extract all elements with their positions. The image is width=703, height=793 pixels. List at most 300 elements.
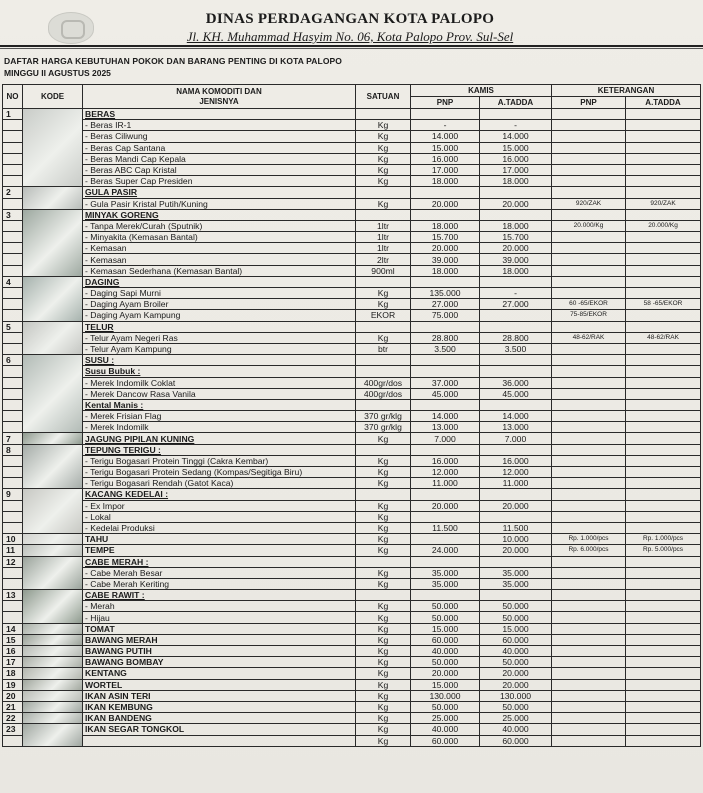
table-row (3, 534, 701, 545)
price-atadda: 14.000 (480, 411, 552, 422)
commodity-name: MINYAK GORENG (83, 209, 356, 220)
commodity-name: - Kemasan (83, 254, 356, 265)
unit: Kg (356, 433, 411, 444)
price-pnp: 14.000 (411, 131, 480, 142)
note-atadda (626, 153, 701, 164)
price-atadda: 18.000 (480, 176, 552, 187)
note-atadda (626, 265, 701, 276)
price-pnp: 15.700 (411, 232, 480, 243)
note-pnp (552, 120, 626, 131)
note-pnp: 20.000/Kg (552, 220, 626, 231)
unit: 370 gr/klg (356, 422, 411, 433)
price-atadda (480, 310, 552, 321)
row-number: 9 (3, 489, 23, 500)
table-row (3, 411, 701, 422)
table-row (3, 668, 701, 679)
note-atadda (626, 601, 701, 612)
price-atadda: 130.000 (480, 690, 552, 701)
note-atadda (626, 288, 701, 299)
commodity-name: - Kedelai Produksi (83, 522, 356, 533)
commodity-photo-swatch (23, 668, 82, 678)
commodity-name: KENTANG (83, 668, 356, 679)
note-pnp: Rp. 1.000/pcs (552, 534, 626, 545)
note-pnp: 60 -65/EKOR (552, 299, 626, 310)
unit: Kg (356, 668, 411, 679)
note-atadda: Rp. 5.000/pcs (626, 545, 701, 556)
commodity-photo-swatch (23, 489, 82, 533)
price-atadda (480, 321, 552, 332)
table-row (3, 478, 701, 489)
price-pnp (411, 109, 480, 120)
row-number (3, 254, 23, 265)
price-pnp (411, 366, 480, 377)
note-pnp (552, 176, 626, 187)
price-atadda: 25.000 (480, 713, 552, 724)
unit: Kg (356, 332, 411, 343)
table-row (3, 567, 701, 578)
note-atadda: Rp. 1.000/pcs (626, 534, 701, 545)
table-row (3, 690, 701, 701)
commodity-name: - Hijau (83, 612, 356, 623)
price-pnp: 45.000 (411, 388, 480, 399)
note-pnp (552, 232, 626, 243)
col-keterangan-header: KETERANGAN (552, 85, 701, 97)
unit: Kg (356, 690, 411, 701)
note-pnp (552, 321, 626, 332)
commodity-name: - Merek Indomilk (83, 422, 356, 433)
price-atadda: 17.000 (480, 164, 552, 175)
tempe-photo (23, 545, 83, 556)
price-pnp: 75.000 (411, 310, 480, 321)
note-pnp (552, 500, 626, 511)
table-row (3, 467, 701, 478)
commodity-name: - Cabe Merah Keriting (83, 578, 356, 589)
commodity-name: GULA PASIR (83, 187, 356, 198)
table-row (3, 422, 701, 433)
unit: Kg (356, 713, 411, 724)
commodity-photo-swatch (23, 355, 82, 432)
price-pnp: 40.000 (411, 724, 480, 735)
table-row (3, 522, 701, 533)
row-number: 5 (3, 321, 23, 332)
note-pnp (552, 567, 626, 578)
price-atadda: 28.800 (480, 332, 552, 343)
row-number (3, 153, 23, 164)
commodity-name: - Daging Sapi Murni (83, 288, 356, 299)
commodity-name: Kental Manis : (83, 399, 356, 410)
commodity-name: SUSU : (83, 355, 356, 366)
price-pnp: 20.000 (411, 198, 480, 209)
commodity-name: - Cabe Merah Besar (83, 567, 356, 578)
unit: 370 gr/klg (356, 411, 411, 422)
commodity-photo-swatch (23, 691, 82, 701)
commodity-photo-swatch (23, 657, 82, 667)
col-no-header: NO (3, 85, 23, 109)
note-atadda (626, 187, 701, 198)
note-atadda (626, 455, 701, 466)
row-number (3, 120, 23, 131)
row-number: 4 (3, 276, 23, 287)
table-row (3, 489, 701, 500)
commodity-name: - Merah (83, 601, 356, 612)
milk-photo (23, 355, 83, 433)
tuna-photo (23, 724, 83, 746)
price-atadda (480, 355, 552, 366)
col-ket-pnp-header: PNP (552, 97, 626, 109)
price-atadda: 20.000 (480, 500, 552, 511)
commodity-name: TOMAT (83, 623, 356, 634)
price-pnp: 20.000 (411, 243, 480, 254)
unit: Kg (356, 646, 411, 657)
document-title: DAFTAR HARGA KEBUTUHAN POKOK DAN BARANG PENTING DI KOTA PALOPO (4, 56, 343, 66)
unit: Kg (356, 120, 411, 131)
row-number (3, 377, 23, 388)
row-number: 10 (3, 534, 23, 545)
price-atadda (480, 399, 552, 410)
price-pnp (411, 209, 480, 220)
commodity-name: TEMPE (83, 545, 356, 556)
table-row (3, 254, 701, 265)
commodity-name: - Terigu Bogasari Rendah (Gatot Kaca) (83, 478, 356, 489)
unit: Kg (356, 701, 411, 712)
commodity-name: CABE MERAH : (83, 556, 356, 567)
commodity-name: - Lokal (83, 511, 356, 522)
table-header-row (3, 85, 701, 97)
row-number: 16 (3, 646, 23, 657)
note-pnp (552, 411, 626, 422)
commodity-name: - Minyakita (Kemasan Bantal) (83, 232, 356, 243)
note-pnp (552, 489, 626, 500)
unit: 900ml (356, 265, 411, 276)
price-pnp: 18.000 (411, 176, 480, 187)
row-number (3, 243, 23, 254)
row-number (3, 164, 23, 175)
price-atadda: 15.000 (480, 623, 552, 634)
unit: Kg (356, 455, 411, 466)
unit: 1ltr (356, 243, 411, 254)
price-atadda: 40.000 (480, 646, 552, 657)
price-atadda: 50.000 (480, 612, 552, 623)
unit: Kg (356, 724, 411, 735)
price-atadda: 50.000 (480, 657, 552, 668)
note-pnp (552, 422, 626, 433)
unit: Kg (356, 601, 411, 612)
commodity-name: - Daging Ayam Broiler (83, 299, 356, 310)
row-number (3, 176, 23, 187)
price-pnp (411, 355, 480, 366)
table-row (3, 209, 701, 220)
unit: Kg (356, 500, 411, 511)
price-pnp (411, 276, 480, 287)
commodity-photo-swatch (23, 590, 82, 623)
note-atadda (626, 411, 701, 422)
commodity-name: - Kemasan Sederhana (Kemasan Bantal) (83, 265, 356, 276)
price-atadda (480, 109, 552, 120)
price-atadda (480, 489, 552, 500)
milkfish-photo (23, 713, 83, 724)
table-row (3, 232, 701, 243)
note-pnp (552, 243, 626, 254)
commodity-name: - Telur Ayam Negeri Ras (83, 332, 356, 343)
note-pnp (552, 668, 626, 679)
note-atadda (626, 646, 701, 657)
table-row (3, 243, 701, 254)
note-atadda (626, 377, 701, 388)
unit: Kg (356, 534, 411, 545)
note-atadda (626, 176, 701, 187)
commodity-photo-swatch (23, 545, 82, 555)
commodity-name: - Beras Mandi Cap Kepala (83, 153, 356, 164)
row-number: 20 (3, 690, 23, 701)
row-number (3, 265, 23, 276)
note-atadda (626, 489, 701, 500)
table-row (3, 276, 701, 287)
row-number: 19 (3, 679, 23, 690)
row-number (3, 299, 23, 310)
price-pnp: 18.000 (411, 220, 480, 231)
table-row (3, 646, 701, 657)
table-row (3, 433, 701, 444)
commodity-photo-swatch (23, 322, 82, 355)
row-number (3, 478, 23, 489)
row-number (3, 467, 23, 478)
row-number (3, 310, 23, 321)
commodity-name: TELUR (83, 321, 356, 332)
note-pnp (552, 478, 626, 489)
unit: Kg (356, 567, 411, 578)
table-row (3, 578, 701, 589)
price-pnp: 15.000 (411, 623, 480, 634)
unit: Kg (356, 153, 411, 164)
table-row (3, 735, 701, 746)
meat-photo (23, 276, 83, 321)
price-pnp: 35.000 (411, 567, 480, 578)
unit: 1ltr (356, 232, 411, 243)
commodity-name: BAWANG MERAH (83, 634, 356, 645)
col-kode-header: KODE (23, 85, 83, 109)
price-atadda: 39.000 (480, 254, 552, 265)
unit: Kg (356, 467, 411, 478)
row-number: 3 (3, 209, 23, 220)
tomato-photo (23, 623, 83, 634)
unit: Kg (356, 511, 411, 522)
row-number: 21 (3, 701, 23, 712)
price-atadda (480, 444, 552, 455)
price-pnp: 11.000 (411, 478, 480, 489)
commodity-name: IKAN KEMBUNG (83, 701, 356, 712)
note-pnp (552, 276, 626, 287)
note-atadda (626, 511, 701, 522)
table-row (3, 153, 701, 164)
note-pnp (552, 690, 626, 701)
row-number (3, 288, 23, 299)
commodity-name: CABE RAWIT : (83, 590, 356, 601)
price-pnp: 25.000 (411, 713, 480, 724)
note-atadda (626, 232, 701, 243)
price-pnp: 135.000 (411, 288, 480, 299)
price-pnp (411, 187, 480, 198)
price-pnp (411, 511, 480, 522)
price-atadda (480, 187, 552, 198)
commodity-name: IKAN ASIN TERI (83, 690, 356, 701)
price-atadda: 18.000 (480, 220, 552, 231)
price-atadda: - (480, 288, 552, 299)
row-number: 13 (3, 590, 23, 601)
price-pnp: 50.000 (411, 657, 480, 668)
commodity-name: Susu Bubuk : (83, 366, 356, 377)
commodity-name: JAGUNG PIPILAN KUNING (83, 433, 356, 444)
price-atadda (480, 556, 552, 567)
note-atadda (626, 243, 701, 254)
unit: Kg (356, 131, 411, 142)
rice-photo (23, 109, 83, 187)
commodity-name: BERAS (83, 109, 356, 120)
commodity-name: WORTEL (83, 679, 356, 690)
commodity-photo-swatch (23, 187, 82, 208)
note-pnp (552, 254, 626, 265)
note-pnp (552, 288, 626, 299)
row-number: 8 (3, 444, 23, 455)
note-pnp (552, 433, 626, 444)
price-atadda (480, 276, 552, 287)
commodity-photo-swatch (23, 702, 82, 712)
price-atadda: 20.000 (480, 198, 552, 209)
price-pnp: 27.000 (411, 299, 480, 310)
table-row (3, 724, 701, 735)
commodity-photo-swatch (23, 109, 82, 186)
row-number: 11 (3, 545, 23, 556)
price-atadda: - (480, 120, 552, 131)
price-atadda: 15.700 (480, 232, 552, 243)
row-number (3, 332, 23, 343)
price-atadda: 10.000 (480, 534, 552, 545)
unit (356, 355, 411, 366)
note-pnp (552, 612, 626, 623)
commodity-name: - Merek Frisian Flag (83, 411, 356, 422)
note-atadda (626, 522, 701, 533)
note-atadda (626, 254, 701, 265)
row-number (3, 388, 23, 399)
price-pnp (411, 556, 480, 567)
unit (356, 276, 411, 287)
sugar-photo (23, 187, 83, 209)
price-pnp: 50.000 (411, 612, 480, 623)
row-number (3, 522, 23, 533)
price-atadda: 11.500 (480, 522, 552, 533)
unit: Kg (356, 735, 411, 746)
price-pnp: 130.000 (411, 690, 480, 701)
price-pnp (411, 399, 480, 410)
note-pnp (552, 109, 626, 120)
price-pnp (411, 444, 480, 455)
note-pnp: 920/ZAK (552, 198, 626, 209)
commodity-photo-swatch (23, 277, 82, 321)
note-pnp (552, 578, 626, 589)
table-row (3, 299, 701, 310)
note-pnp (552, 209, 626, 220)
row-number (3, 455, 23, 466)
carrot-photo (23, 679, 83, 690)
corn-photo (23, 433, 83, 444)
note-pnp (552, 701, 626, 712)
note-atadda: 48-62/RAK (626, 332, 701, 343)
price-pnp: 60.000 (411, 735, 480, 746)
commodity-name: KACANG KEDELAI : (83, 489, 356, 500)
table-row (3, 556, 701, 567)
price-atadda: 60.000 (480, 735, 552, 746)
commodity-photo-swatch (23, 635, 82, 645)
commodity-name: BAWANG BOMBAY (83, 657, 356, 668)
price-atadda: 12.000 (480, 467, 552, 478)
note-pnp (552, 343, 626, 354)
unit: 400gr/dos (356, 388, 411, 399)
soybean-photo (23, 489, 83, 534)
note-pnp (552, 444, 626, 455)
table-row (3, 187, 701, 198)
note-pnp (552, 399, 626, 410)
table-row (3, 679, 701, 690)
note-pnp: 75-85/EKOR (552, 310, 626, 321)
col-nama-header (83, 85, 356, 109)
note-pnp (552, 634, 626, 645)
row-number (3, 198, 23, 209)
note-atadda (626, 679, 701, 690)
unit (356, 366, 411, 377)
price-table (2, 84, 701, 747)
price-pnp: 35.000 (411, 578, 480, 589)
row-number (3, 500, 23, 511)
price-atadda (480, 590, 552, 601)
table-row (3, 511, 701, 522)
row-number (3, 232, 23, 243)
organization-name: DINAS PERDAGANGAN KOTA PALOPO (205, 11, 495, 27)
price-pnp: 37.000 (411, 377, 480, 388)
commodity-photo-swatch (23, 433, 82, 443)
city-logo-icon (48, 12, 94, 44)
table-row (3, 623, 701, 634)
unit (356, 321, 411, 332)
price-atadda: 14.000 (480, 131, 552, 142)
note-atadda (626, 321, 701, 332)
commodity-name: - Ex Impor (83, 500, 356, 511)
price-pnp: 20.000 (411, 668, 480, 679)
price-atadda: 35.000 (480, 578, 552, 589)
price-atadda: 20.000 (480, 243, 552, 254)
commodity-name: - Kemasan (83, 243, 356, 254)
commodity-photo-swatch (23, 210, 82, 276)
commodity-photo-swatch (23, 445, 82, 489)
unit: Kg (356, 299, 411, 310)
unit: 400gr/dos (356, 377, 411, 388)
commodity-photo-swatch (23, 557, 82, 590)
price-pnp: 15.000 (411, 142, 480, 153)
unit: Kg (356, 478, 411, 489)
note-atadda (626, 623, 701, 634)
table-row (3, 444, 701, 455)
unit (356, 444, 411, 455)
price-pnp: 14.000 (411, 411, 480, 422)
note-atadda (626, 701, 701, 712)
row-number (3, 399, 23, 410)
note-pnp (552, 646, 626, 657)
price-atadda: 50.000 (480, 701, 552, 712)
note-atadda (626, 422, 701, 433)
unit (356, 187, 411, 198)
table-row (3, 288, 701, 299)
row-number (3, 578, 23, 589)
note-atadda (626, 388, 701, 399)
table-row (3, 198, 701, 209)
